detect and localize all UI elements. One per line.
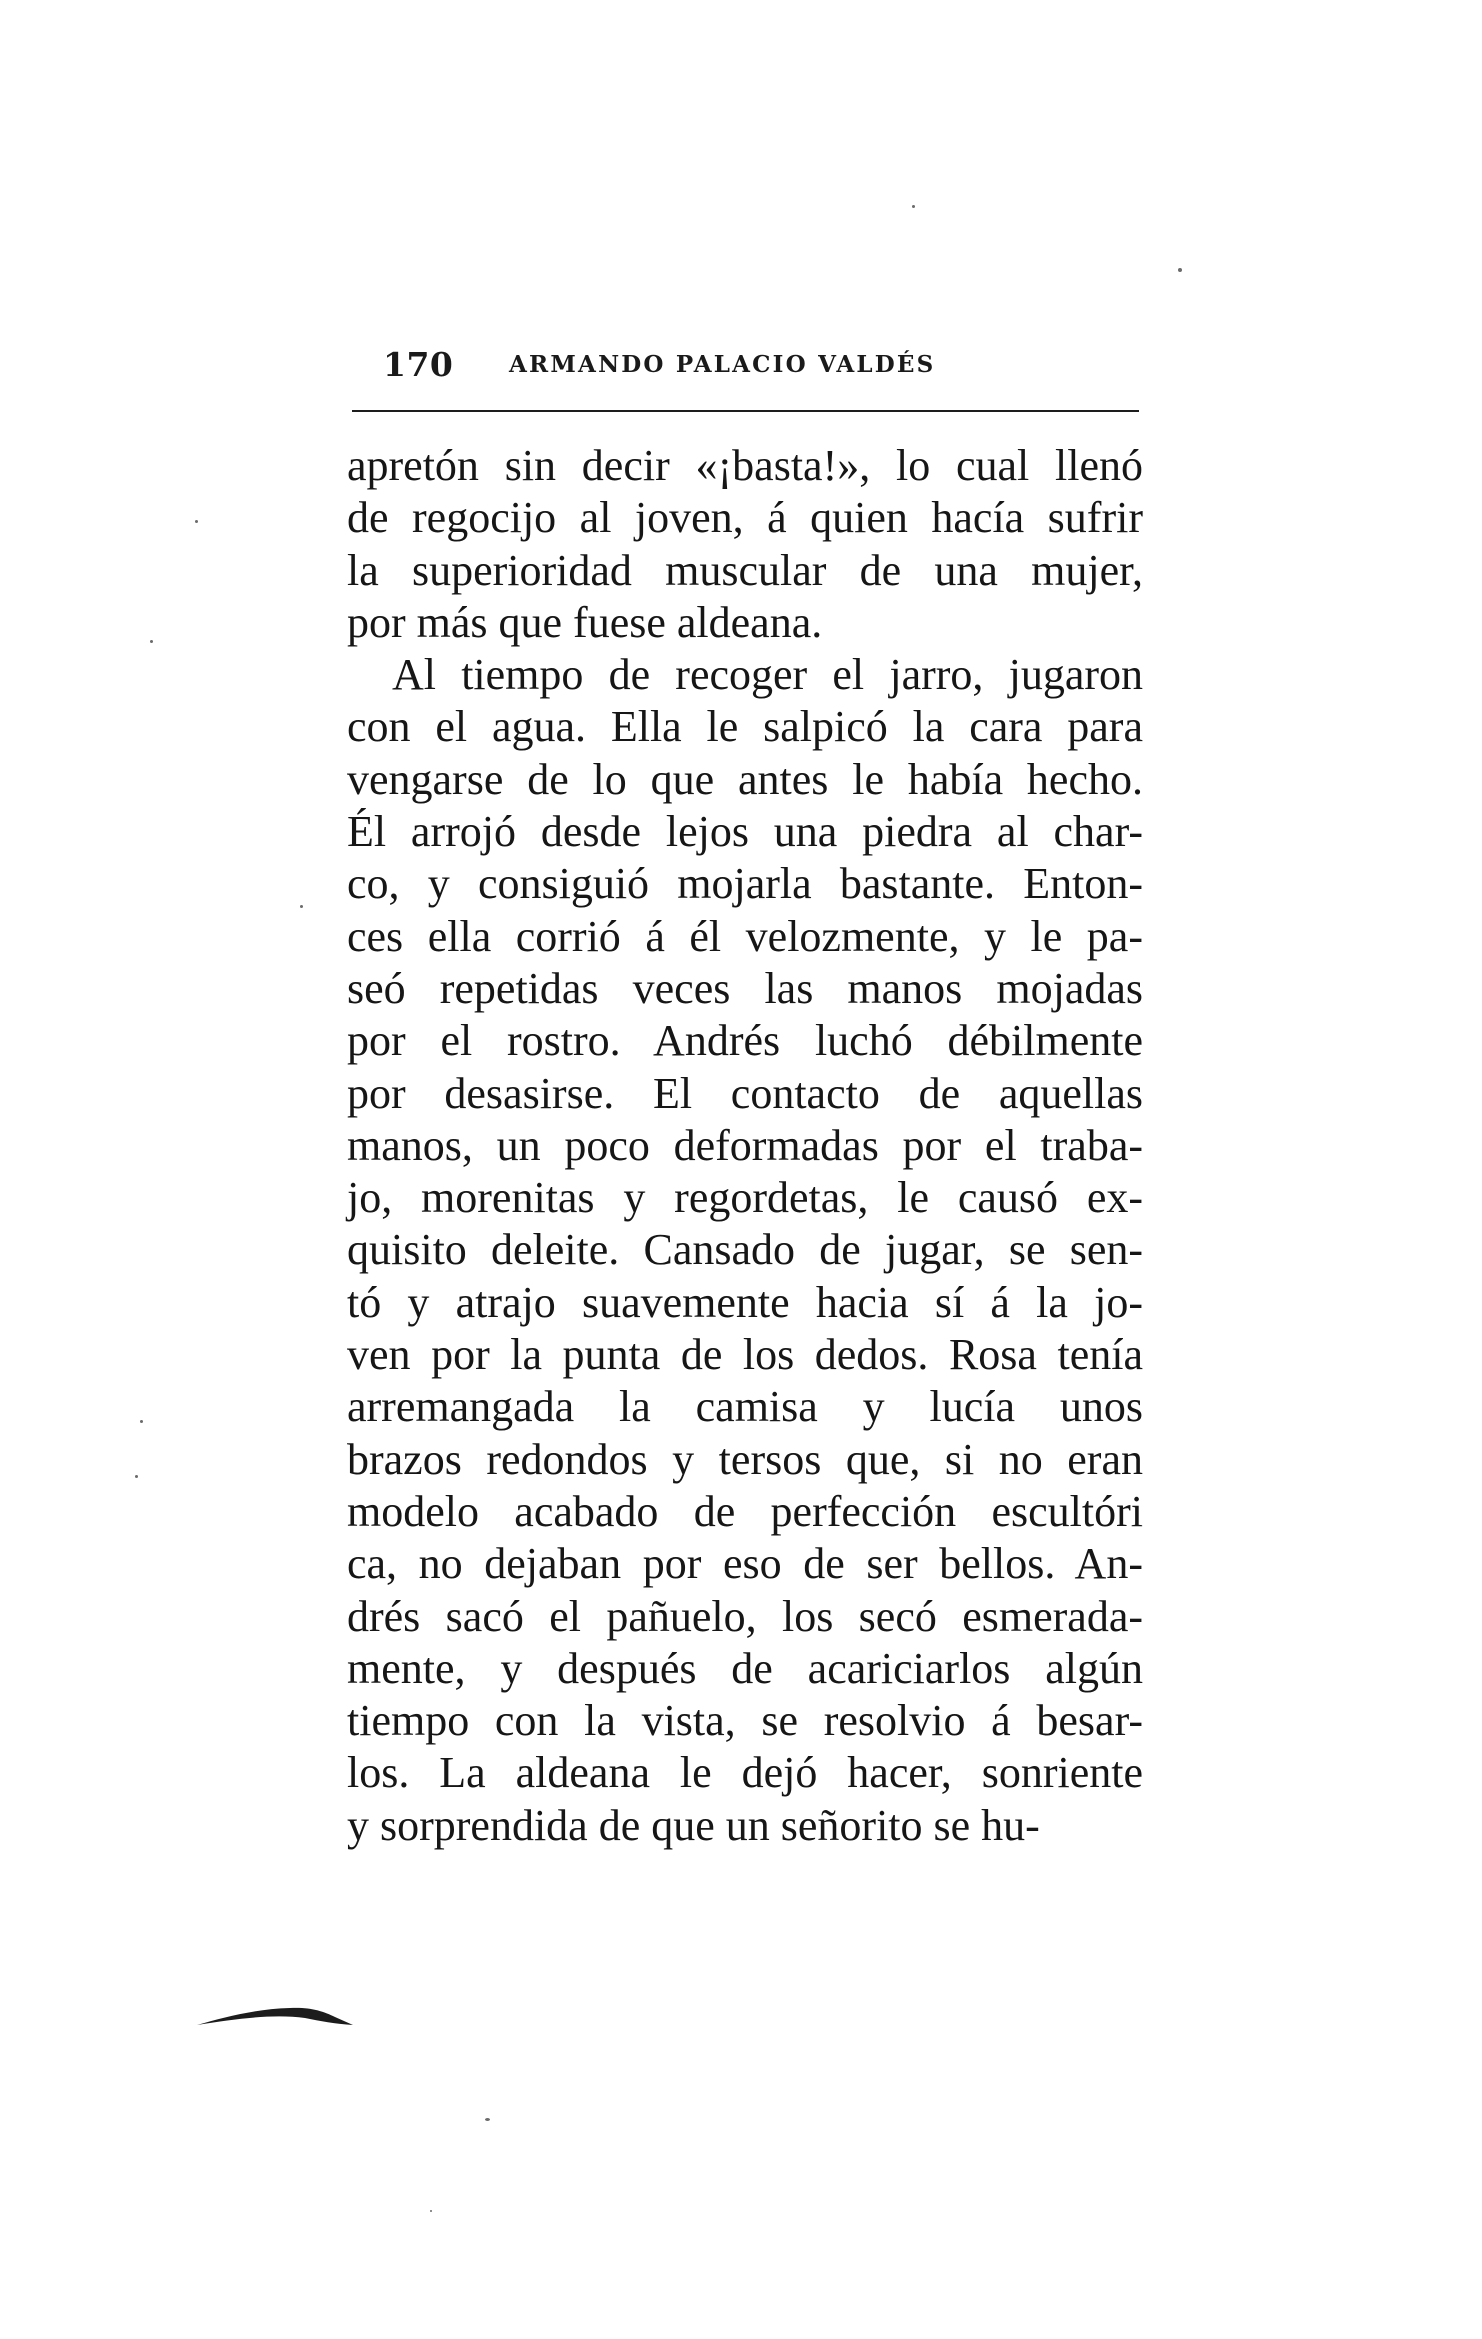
- paper-speck: [150, 640, 153, 643]
- text-line: arremangada la camisa y lucía unos: [347, 1382, 1143, 1432]
- text-line: de regocijo al joven, á quien hacía sufrir: [347, 493, 1143, 543]
- running-head: [383, 345, 1138, 395]
- text-line: ces ella corrió á él velozmente, y le pa-: [347, 911, 1143, 961]
- text-line: los. La aldeana le dejó hacer, sonriente: [347, 1748, 1143, 1798]
- text-line: seó repetidas veces las manos mojadas: [347, 963, 1143, 1013]
- text-line: tiempo con la vista, se resolvio á besar-: [347, 1696, 1143, 1746]
- text-line: por desasirse. El contacto de aquellas: [347, 1068, 1143, 1118]
- paper-speck: [135, 1475, 138, 1478]
- ink-swash-mark: [195, 2003, 355, 2029]
- body-text: [347, 440, 1143, 1852]
- text-line: mente, y después de acariciarlos algún: [347, 1643, 1143, 1693]
- text-line: manos, un poco deformadas por el traba-: [347, 1120, 1143, 1170]
- paper-speck: [485, 2118, 490, 2121]
- text-line: apretón sin decir «¡basta!», lo cual llenó: [347, 441, 1143, 490]
- text-line: quisito deleite. Cansado de jugar, se sen-: [347, 1225, 1143, 1275]
- text-line: por el rostro. Andrés luchó débilmente: [347, 1016, 1143, 1066]
- paper-speck: [195, 520, 198, 523]
- text-line: vengarse de lo que antes le había hecho.: [347, 754, 1143, 804]
- page-number: 170: [383, 345, 454, 384]
- paper-speck: [912, 205, 915, 208]
- header-rule: [352, 410, 1139, 412]
- paper-speck: [140, 1420, 143, 1423]
- text-line: tó y atrajo suavemente hacia sí á la jo-: [347, 1277, 1143, 1327]
- text-line: y sorprendida de que un señorito se hu-: [347, 1800, 1040, 1850]
- text-line: drés sacó el pañuelo, los secó esmerada-: [347, 1591, 1143, 1641]
- text-line: co, y consiguió mojarla bastante. Enton-: [347, 859, 1143, 909]
- text-line: ven por la punta de los dedos. Rosa tenía: [347, 1330, 1143, 1380]
- text-line: con el agua. Ella le salpicó la cara para: [347, 702, 1143, 752]
- text-line: por más que fuese aldeana.: [347, 597, 823, 647]
- running-head-author: ARMANDO PALACIO VALDÉS: [509, 351, 936, 378]
- paper-speck: [300, 905, 303, 908]
- paper-speck: [430, 2210, 432, 2212]
- text-line: la superioridad muscular de una mujer,: [347, 545, 1143, 595]
- text-line: brazos redondos y tersos que, si no eran: [347, 1434, 1143, 1484]
- text-line: Al tiempo de recoger el jarro, jugaron: [392, 650, 1143, 700]
- text-line: jo, morenitas y regordetas, le causó ex-: [347, 1173, 1143, 1223]
- text-line: modelo acabado de perfección escultóri: [347, 1486, 1143, 1536]
- paper-speck: [1178, 268, 1182, 272]
- text-line: Él arrojó desde lejos una piedra al char-: [347, 807, 1143, 857]
- text-line: ca, no dejaban por eso de ser bellos. An-: [347, 1539, 1143, 1589]
